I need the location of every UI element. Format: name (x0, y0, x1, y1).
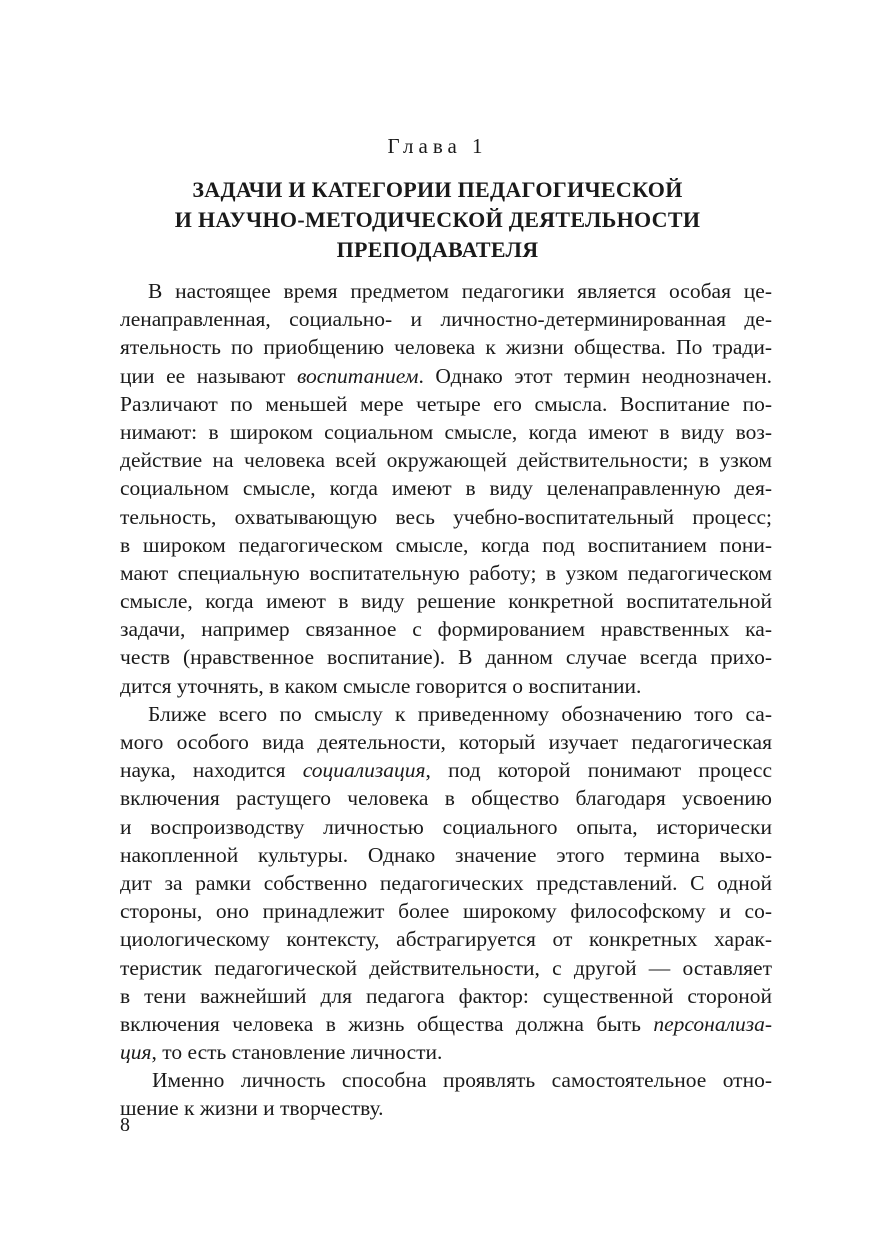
text-line: тельность, охватывающую весь учебно-воспитательный процесс; (120, 504, 772, 529)
text-line: Именно личность способна проявлять самостоятельное отно- (152, 1068, 772, 1093)
text-line: честв (нравственное воспитание). В данном случае всегда прихо- (120, 645, 772, 670)
text-line: циологическому контексту, абстрагируется от конкретных харак- (120, 927, 772, 952)
text-line: смысле, когда имеют в виду решение конкретной воспитательной (120, 589, 772, 614)
text-line (120, 1010, 772, 1038)
text-line: мают специальную воспитательную работу; в узком педагогическом (120, 560, 772, 585)
text-line: ятельность по приобщению человека к жизни общества. По тради- (120, 335, 772, 360)
text-line: в широком педагогическом смысле, когда под воспитанием пони- (120, 532, 772, 557)
chapter-label: Глава 1 (387, 134, 488, 158)
text-line: в тени важнейший для педагога фактор: существенной стороной (120, 983, 772, 1008)
text-line: социальном смысле, когда имеют в виду целенаправленную дея- (120, 476, 772, 501)
text-line: ленаправленная, социально- и личностно-детерминированная де- (120, 307, 772, 332)
text-line (120, 756, 772, 784)
page-number: 8 (120, 1114, 130, 1136)
text-fragment: , то есть становление личности. (151, 1040, 443, 1065)
emphasized-term: воспитанием (296, 363, 419, 388)
text-line: мого особого вида деятельности, который изучает педагогическая (120, 730, 772, 754)
emphasized-term: социализация (302, 758, 426, 783)
text-fragment: , под которой понимают процесс (425, 758, 772, 783)
text-line: Различают по меньшей мере четыре его смысла. Воспитание по- (120, 391, 772, 416)
text-line: нимают: в широком социальном смысле, когда имеют в виду воз- (120, 419, 772, 444)
text-fragment: . Однако этот термин неоднозначен. (418, 363, 772, 388)
text-line (120, 1038, 772, 1066)
text-line: включения растущего человека в общество благодаря усвоению (120, 786, 772, 811)
text-fragment: ции ее называют (120, 363, 297, 388)
text-line: дит за рамки собственно педагогических представлений. С одной (120, 870, 772, 895)
chapter-title-line: ЗАДАЧИ И КАТЕГОРИИ ПЕДАГОГИЧЕСКОЙ (192, 177, 683, 202)
text-line: шение к жизни и творчеству. (120, 1096, 384, 1121)
body-text (120, 277, 772, 1123)
text-line: В настоящее время предметом педагогики является особая це- (148, 279, 772, 303)
text-line: теристик педагогической действительности, с другой — оставляет (120, 955, 772, 980)
text-line: задачи, например связанное с формированием нравственных ка- (120, 617, 772, 642)
text-line: и воспроизводству личностью социального опыта, исторически (120, 814, 772, 839)
chapter-title-line: И НАУЧНО-МЕТОДИЧЕСКОЙ ДЕЯТЕЛЬНОСТИ (174, 207, 701, 232)
text-line (120, 362, 772, 390)
chapter-title (120, 175, 755, 265)
text-fragment: наука, находится (120, 758, 303, 783)
emphasized-term: персонализа- (653, 1011, 772, 1036)
emphasized-term: ция (120, 1040, 152, 1065)
text-fragment: включения человека в жизнь общества должна быть (120, 1011, 654, 1036)
chapter-title-line: ПРЕПОДАВАТЕЛЯ (336, 237, 539, 262)
text-line: дится уточнять, в каком смысле говорится о воспитании. (120, 673, 642, 698)
text-line: действие на человека всей окружающей действительности; в узком (120, 448, 772, 473)
text-line: накопленной культуры. Однако значение этого термина выхо- (120, 842, 772, 867)
text-line: Ближе всего по смыслу к приведенному обозначению того са- (148, 701, 772, 726)
text-line: стороны, оно принадлежит более широкому философскому и со- (120, 899, 772, 924)
